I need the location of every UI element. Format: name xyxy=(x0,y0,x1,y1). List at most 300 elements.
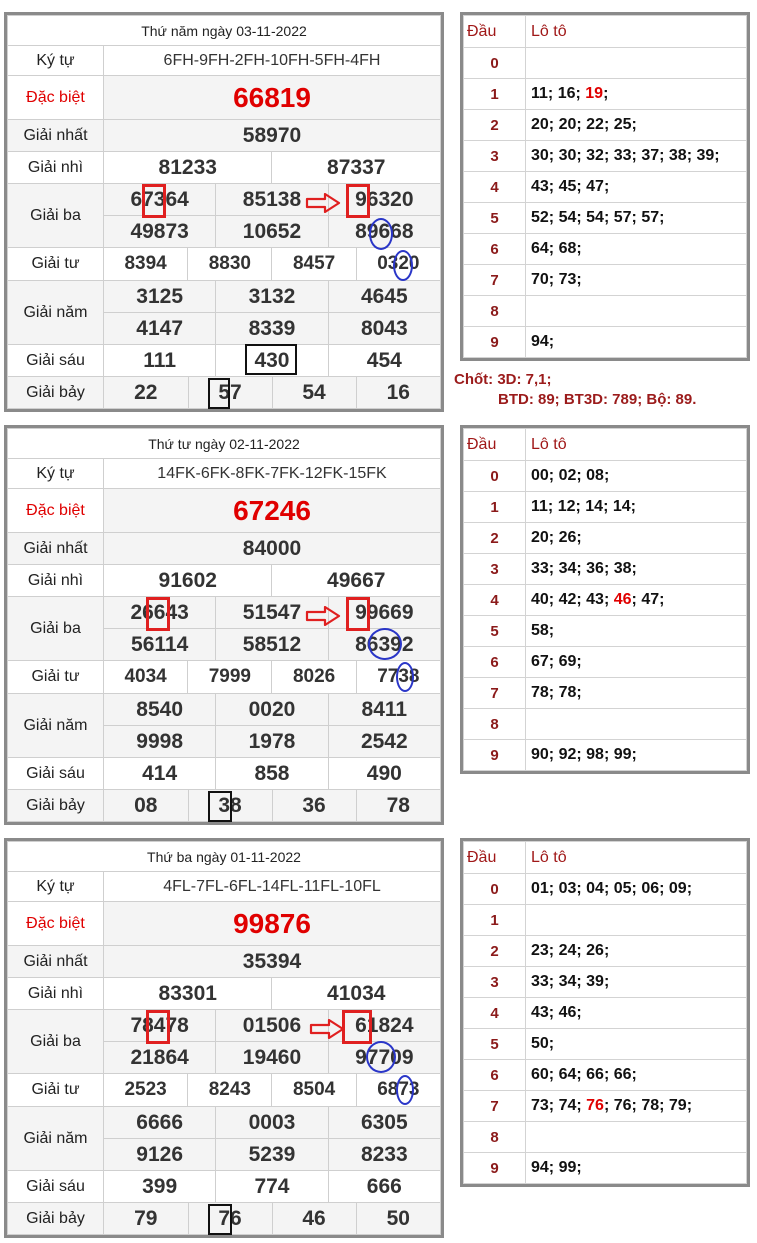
third-prize-number: 67364 xyxy=(104,184,216,216)
sixth-prize-number: 399 xyxy=(104,1171,216,1203)
loto-number: 47 xyxy=(586,178,604,195)
loto-number: 69 xyxy=(558,653,577,670)
loto-row xyxy=(464,523,747,554)
loto-row xyxy=(464,1153,747,1184)
special-prize-number: 67246 xyxy=(104,489,441,533)
loto-number: 46 xyxy=(613,591,632,608)
loto-row xyxy=(464,998,747,1029)
loto-values: 94; 99; xyxy=(526,1153,747,1184)
loto-table xyxy=(460,425,750,774)
loto-values xyxy=(526,709,747,740)
loto-number: 79 xyxy=(668,1097,687,1114)
loto-head-digit: 7 xyxy=(464,678,526,709)
loto-number: 52 xyxy=(531,209,549,226)
loto-number: 94 xyxy=(531,1159,549,1176)
loto-values: 78; 78; xyxy=(526,678,747,709)
seventh-prize-label: Giải bảy xyxy=(8,1203,104,1235)
loto-values: 20; 20; 22; 25; xyxy=(526,110,747,141)
loto-values: 67; 69; xyxy=(526,647,747,678)
third-prize-number: 97709 xyxy=(328,1042,440,1074)
loto-number: 54 xyxy=(586,209,604,226)
fourth-prize-label: Giải tư xyxy=(8,661,104,694)
fifth-prize-number: 0020 xyxy=(216,694,328,726)
loto-number: 54 xyxy=(558,209,577,226)
results-table xyxy=(4,12,444,412)
loto-head-digit: 4 xyxy=(464,998,526,1029)
loto-number: 00 xyxy=(531,467,549,484)
loto-number: 12 xyxy=(557,498,576,515)
first-prize-number: 35394 xyxy=(104,946,441,978)
third-prize-number: 89668 xyxy=(328,216,440,248)
loto-row xyxy=(464,492,747,523)
fifth-prize-number: 8339 xyxy=(216,313,328,345)
loto-number: 20 xyxy=(531,529,549,546)
loto-number: 26 xyxy=(558,529,577,546)
loto-head-digit: 9 xyxy=(464,327,526,358)
second-prize-number: 81233 xyxy=(104,152,272,184)
loto-number: 43 xyxy=(531,178,549,195)
loto-number: 23 xyxy=(531,942,549,959)
loto-number: 32 xyxy=(586,147,604,164)
first-prize-label: Giải nhất xyxy=(8,120,104,152)
loto-row xyxy=(464,874,747,905)
fifth-prize-number: 6666 xyxy=(104,1107,216,1139)
loto-values: 40; 42; 43; 46; 47; xyxy=(526,585,747,616)
loto-head-digit: 5 xyxy=(464,616,526,647)
seventh-prize-number: 08 xyxy=(104,790,188,821)
third-prize-number: 96320 xyxy=(328,184,440,216)
loto-number: 70 xyxy=(531,271,549,288)
loto-row xyxy=(464,79,747,110)
fifth-prize-number: 0003 xyxy=(216,1107,328,1139)
loto-values: 11; 12; 14; 14; xyxy=(526,492,747,523)
loto-number: 09 xyxy=(668,880,687,897)
third-prize-number: 56114 xyxy=(104,629,216,661)
loto-row xyxy=(464,905,747,936)
loto-row xyxy=(464,936,747,967)
seventh-prize-label: Giải bảy xyxy=(8,790,104,822)
fourth-prize-group xyxy=(104,248,272,281)
seventh-prize-group xyxy=(104,1203,441,1235)
loto-values: 23; 24; 26; xyxy=(526,936,747,967)
seventh-prize-number: 16 xyxy=(356,377,440,408)
loto-values: 58; xyxy=(526,616,747,647)
special-prize-label: Đặc biệt xyxy=(8,902,104,946)
seventh-prize-number: 57 xyxy=(188,377,272,408)
third-prize-number: 26643 xyxy=(104,597,216,629)
loto-head-digit: 8 xyxy=(464,1122,526,1153)
fifth-prize-number: 3132 xyxy=(216,281,328,313)
loto-number: 43 xyxy=(586,591,604,608)
fourth-prize-number: 7999 xyxy=(208,666,251,687)
loto-number: 47 xyxy=(641,591,660,608)
seventh-prize-number: 36 xyxy=(272,790,356,821)
loto-values-label: Lô tô xyxy=(526,16,747,48)
loto-head-digit: 8 xyxy=(464,296,526,327)
fourth-prize-number: 2523 xyxy=(104,1074,188,1106)
first-prize-number: 58970 xyxy=(104,120,441,152)
second-prize-label: Giải nhì xyxy=(8,152,104,184)
third-prize-number: 51547 xyxy=(216,597,328,629)
loto-row xyxy=(464,296,747,327)
draw-date-title: Thứ tư ngày 02-11-2022 xyxy=(8,429,441,459)
fifth-prize-number: 8411 xyxy=(328,694,440,726)
loto-number: 26 xyxy=(586,942,604,959)
loto-head-digit: 6 xyxy=(464,234,526,265)
loto-number: 04 xyxy=(586,880,604,897)
loto-number: 33 xyxy=(531,560,549,577)
loto-values: 33; 34; 39; xyxy=(526,967,747,998)
loto-number: 20 xyxy=(558,116,577,133)
loto-row xyxy=(464,327,747,358)
fifth-prize-number: 5239 xyxy=(216,1139,328,1171)
loto-number: 34 xyxy=(558,973,577,990)
loto-row xyxy=(464,141,747,172)
fourth-prize-number: 4034 xyxy=(104,661,188,693)
loto-row xyxy=(464,740,747,771)
loto-values: 52; 54; 54; 57; 57; xyxy=(526,203,747,234)
loto-row xyxy=(464,265,747,296)
loto-number: 43 xyxy=(531,1004,549,1021)
seventh-prize-number: 46 xyxy=(272,1203,356,1234)
loto-values: 64; 68; xyxy=(526,234,747,265)
loto-number: 78 xyxy=(641,1097,660,1114)
fourth-prize-group xyxy=(272,248,441,281)
loto-values-label: Lô tô xyxy=(526,429,747,461)
loto-number: 25 xyxy=(613,116,632,133)
loto-head-digit: 7 xyxy=(464,1091,526,1122)
first-prize-label: Giải nhất xyxy=(8,946,104,978)
loto-head-digit: 0 xyxy=(464,48,526,79)
loto-row xyxy=(464,709,747,740)
third-prize-number: 01506 xyxy=(216,1010,328,1042)
loto-head-digit: 7 xyxy=(464,265,526,296)
loto-number: 45 xyxy=(558,178,577,195)
loto-number: 36 xyxy=(586,560,604,577)
fifth-prize-label: Giải năm xyxy=(8,281,104,345)
loto-values: 01; 03; 04; 05; 06; 09; xyxy=(526,874,747,905)
draw-date-title: Thứ ba ngày 01-11-2022 xyxy=(8,842,441,872)
third-prize-number: 49873 xyxy=(104,216,216,248)
loto-number: 68 xyxy=(558,240,577,257)
loto-values: 94; xyxy=(526,327,747,358)
third-prize-number: 61824 xyxy=(328,1010,440,1042)
loto-number: 33 xyxy=(531,973,549,990)
loto-values: 70; 73; xyxy=(526,265,747,296)
chot-line-2: BTD: 89; BT3D: 789; Bộ: 89. xyxy=(498,391,697,408)
loto-number: 64 xyxy=(531,240,549,257)
ky-tu-label: Ký tự xyxy=(8,46,104,76)
loto-values: 20; 26; xyxy=(526,523,747,554)
loto-values xyxy=(526,296,747,327)
sixth-prize-number: 454 xyxy=(328,345,440,377)
first-prize-number: 84000 xyxy=(104,533,441,565)
loto-number: 90 xyxy=(531,746,549,763)
loto-number: 38 xyxy=(668,147,687,164)
sixth-prize-number: 430 xyxy=(216,345,328,377)
loto-number: 78 xyxy=(558,684,577,701)
fifth-prize-number: 4645 xyxy=(328,281,440,313)
results-table xyxy=(4,425,444,825)
loto-number: 30 xyxy=(558,147,577,164)
sixth-prize-number: 490 xyxy=(328,758,440,790)
loto-number: 14 xyxy=(612,498,631,515)
fourth-prize-number: 8504 xyxy=(272,1074,356,1106)
loto-number: 16 xyxy=(557,85,576,102)
ky-tu-value: 14FK-6FK-8FK-7FK-12FK-15FK xyxy=(104,459,441,489)
loto-head-digit: 5 xyxy=(464,203,526,234)
loto-row xyxy=(464,48,747,79)
special-prize-number: 66819 xyxy=(104,76,441,120)
fourth-prize-number: 6873 xyxy=(377,1079,420,1100)
loto-row xyxy=(464,585,747,616)
loto-head-digit: 2 xyxy=(464,523,526,554)
sixth-prize-label: Giải sáu xyxy=(8,1171,104,1203)
loto-values: 30; 30; 32; 33; 37; 38; 39; xyxy=(526,141,747,172)
draw-date-title: Thứ năm ngày 03-11-2022 xyxy=(8,16,441,46)
loto-number: 40 xyxy=(531,591,549,608)
loto-table xyxy=(460,12,750,361)
loto-values: 33; 34; 36; 38; xyxy=(526,554,747,585)
second-prize-number: 83301 xyxy=(104,978,272,1010)
loto-number: 38 xyxy=(613,560,632,577)
seventh-prize-number: 79 xyxy=(104,1203,188,1234)
loto-values: 60; 64; 66; 66; xyxy=(526,1060,747,1091)
first-prize-label: Giải nhất xyxy=(8,533,104,565)
third-prize-number: 21864 xyxy=(104,1042,216,1074)
loto-row xyxy=(464,461,747,492)
loto-number: 57 xyxy=(613,209,632,226)
second-prize-label: Giải nhì xyxy=(8,565,104,597)
fourth-prize-group xyxy=(104,1074,272,1107)
sixth-prize-number: 858 xyxy=(216,758,328,790)
loto-row xyxy=(464,1060,747,1091)
ky-tu-value: 4FL-7FL-6FL-14FL-11FL-10FL xyxy=(104,872,441,902)
loto-number: 57 xyxy=(641,209,660,226)
loto-number: 66 xyxy=(586,1066,604,1083)
third-prize-label: Giải ba xyxy=(8,184,104,248)
loto-values: 11; 16; 19; xyxy=(526,79,747,110)
fourth-prize-group xyxy=(104,661,272,694)
second-prize-number: 41034 xyxy=(272,978,441,1010)
loto-values xyxy=(526,48,747,79)
loto-head-digit: 9 xyxy=(464,740,526,771)
sixth-prize-number: 111 xyxy=(104,345,216,377)
sixth-prize-number: 774 xyxy=(216,1171,328,1203)
seventh-prize-label: Giải bảy xyxy=(8,377,104,409)
loto-head-digit: 1 xyxy=(464,492,526,523)
fourth-prize-label: Giải tư xyxy=(8,1074,104,1107)
loto-head-digit: 1 xyxy=(464,79,526,110)
fifth-prize-number: 1978 xyxy=(216,726,328,758)
loto-row xyxy=(464,1029,747,1060)
loto-row xyxy=(464,172,747,203)
chot-note xyxy=(454,370,754,410)
loto-table xyxy=(460,838,750,1187)
loto-head-digit: 2 xyxy=(464,936,526,967)
loto-head-digit: 5 xyxy=(464,1029,526,1060)
seventh-prize-number: 50 xyxy=(356,1203,440,1234)
loto-number: 73 xyxy=(531,1097,549,1114)
loto-number: 46 xyxy=(558,1004,577,1021)
fifth-prize-number: 8233 xyxy=(328,1139,440,1171)
ky-tu-label: Ký tự xyxy=(8,459,104,489)
loto-row xyxy=(464,1091,747,1122)
fifth-prize-number: 9998 xyxy=(104,726,216,758)
sixth-prize-number: 666 xyxy=(328,1171,440,1203)
loto-number: 58 xyxy=(531,622,549,639)
third-prize-number: 99669 xyxy=(328,597,440,629)
third-prize-number: 85138 xyxy=(216,184,328,216)
loto-number: 50 xyxy=(531,1035,549,1052)
sixth-prize-label: Giải sáu xyxy=(8,758,104,790)
loto-number: 73 xyxy=(558,271,577,288)
second-prize-number: 49667 xyxy=(272,565,441,597)
results-table xyxy=(4,838,444,1238)
third-prize-number: 78478 xyxy=(104,1010,216,1042)
fifth-prize-number: 8540 xyxy=(104,694,216,726)
loto-number: 78 xyxy=(531,684,549,701)
loto-row xyxy=(464,1122,747,1153)
fourth-prize-number: 8026 xyxy=(272,661,356,693)
seventh-prize-number: 38 xyxy=(188,790,272,821)
loto-number: 76 xyxy=(586,1097,604,1114)
loto-number: 11 xyxy=(531,85,548,102)
fourth-prize-label: Giải tư xyxy=(8,248,104,281)
loto-row xyxy=(464,616,747,647)
loto-number: 66 xyxy=(613,1066,632,1083)
loto-head-label: Đầu xyxy=(464,429,526,461)
loto-number: 19 xyxy=(585,85,604,102)
loto-number: 03 xyxy=(558,880,577,897)
loto-row xyxy=(464,967,747,998)
fourth-prize-number: 8830 xyxy=(208,253,251,274)
loto-head-label: Đầu xyxy=(464,16,526,48)
loto-number: 98 xyxy=(586,746,604,763)
fifth-prize-number: 4147 xyxy=(104,313,216,345)
fourth-prize-group xyxy=(272,661,441,694)
third-prize-number: 86392 xyxy=(328,629,440,661)
second-prize-number: 87337 xyxy=(272,152,441,184)
loto-head-digit: 3 xyxy=(464,554,526,585)
fifth-prize-number: 8043 xyxy=(328,313,440,345)
loto-number: 42 xyxy=(558,591,577,608)
third-prize-number: 58512 xyxy=(216,629,328,661)
fourth-prize-number: 0320 xyxy=(377,253,420,274)
loto-number: 06 xyxy=(641,880,660,897)
loto-head-digit: 4 xyxy=(464,585,526,616)
fourth-prize-number: 7738 xyxy=(377,666,420,687)
loto-values: 50; xyxy=(526,1029,747,1060)
third-prize-number: 19460 xyxy=(216,1042,328,1074)
loto-number: 33 xyxy=(613,147,632,164)
loto-number: 30 xyxy=(531,147,549,164)
ky-tu-value: 6FH-9FH-2FH-10FH-5FH-4FH xyxy=(104,46,441,76)
loto-number: 39 xyxy=(586,973,604,990)
loto-number: 08 xyxy=(586,467,604,484)
fifth-prize-number: 6305 xyxy=(328,1107,440,1139)
loto-number: 22 xyxy=(586,116,604,133)
fourth-prize-number: 8394 xyxy=(104,248,188,280)
loto-number: 37 xyxy=(641,147,660,164)
loto-number: 11 xyxy=(531,498,548,515)
fourth-prize-group xyxy=(272,1074,441,1107)
seventh-prize-number: 78 xyxy=(356,790,440,821)
loto-number: 76 xyxy=(613,1097,632,1114)
loto-number: 74 xyxy=(558,1097,577,1114)
loto-number: 94 xyxy=(531,333,549,350)
loto-number: 99 xyxy=(613,746,632,763)
loto-row xyxy=(464,554,747,585)
loto-number: 14 xyxy=(585,498,604,515)
fifth-prize-number: 3125 xyxy=(104,281,216,313)
seventh-prize-number: 22 xyxy=(104,377,188,408)
loto-head-digit: 3 xyxy=(464,967,526,998)
loto-number: 20 xyxy=(531,116,549,133)
loto-values: 43; 45; 47; xyxy=(526,172,747,203)
chot-line-1: Chốt: 3D: 7,1; xyxy=(454,371,552,388)
loto-head-digit: 6 xyxy=(464,647,526,678)
seventh-prize-group xyxy=(104,790,441,822)
loto-number: 67 xyxy=(531,653,549,670)
sixth-prize-label: Giải sáu xyxy=(8,345,104,377)
loto-row xyxy=(464,110,747,141)
loto-head-digit: 3 xyxy=(464,141,526,172)
fifth-prize-number: 2542 xyxy=(328,726,440,758)
loto-values-label: Lô tô xyxy=(526,842,747,874)
loto-row xyxy=(464,234,747,265)
loto-number: 64 xyxy=(558,1066,577,1083)
seventh-prize-group xyxy=(104,377,441,409)
loto-number: 02 xyxy=(558,467,577,484)
seventh-prize-number: 76 xyxy=(188,1203,272,1234)
fourth-prize-number: 8457 xyxy=(272,248,356,280)
loto-number: 34 xyxy=(558,560,577,577)
ky-tu-label: Ký tự xyxy=(8,872,104,902)
loto-values: 43; 46; xyxy=(526,998,747,1029)
loto-values: 00; 02; 08; xyxy=(526,461,747,492)
loto-values: 73; 74; 76; 76; 78; 79; xyxy=(526,1091,747,1122)
loto-head-digit: 0 xyxy=(464,461,526,492)
fourth-prize-number: 8243 xyxy=(208,1079,251,1100)
second-prize-label: Giải nhì xyxy=(8,978,104,1010)
sixth-prize-number: 414 xyxy=(104,758,216,790)
loto-values xyxy=(526,905,747,936)
fifth-prize-label: Giải năm xyxy=(8,1107,104,1171)
loto-head-digit: 4 xyxy=(464,172,526,203)
loto-number: 60 xyxy=(531,1066,549,1083)
loto-number: 92 xyxy=(558,746,577,763)
loto-row xyxy=(464,203,747,234)
fifth-prize-number: 9126 xyxy=(104,1139,216,1171)
loto-values: 90; 92; 98; 99; xyxy=(526,740,747,771)
third-prize-label: Giải ba xyxy=(8,1010,104,1074)
loto-values xyxy=(526,1122,747,1153)
third-prize-number: 10652 xyxy=(216,216,328,248)
loto-row xyxy=(464,647,747,678)
loto-number: 24 xyxy=(558,942,577,959)
special-prize-label: Đặc biệt xyxy=(8,76,104,120)
loto-number: 39 xyxy=(696,147,715,164)
loto-number: 99 xyxy=(558,1159,577,1176)
loto-number: 05 xyxy=(613,880,632,897)
loto-number: 01 xyxy=(531,880,549,897)
second-prize-number: 91602 xyxy=(104,565,272,597)
loto-head-digit: 9 xyxy=(464,1153,526,1184)
loto-head-digit: 6 xyxy=(464,1060,526,1091)
loto-head-label: Đầu xyxy=(464,842,526,874)
loto-head-digit: 1 xyxy=(464,905,526,936)
